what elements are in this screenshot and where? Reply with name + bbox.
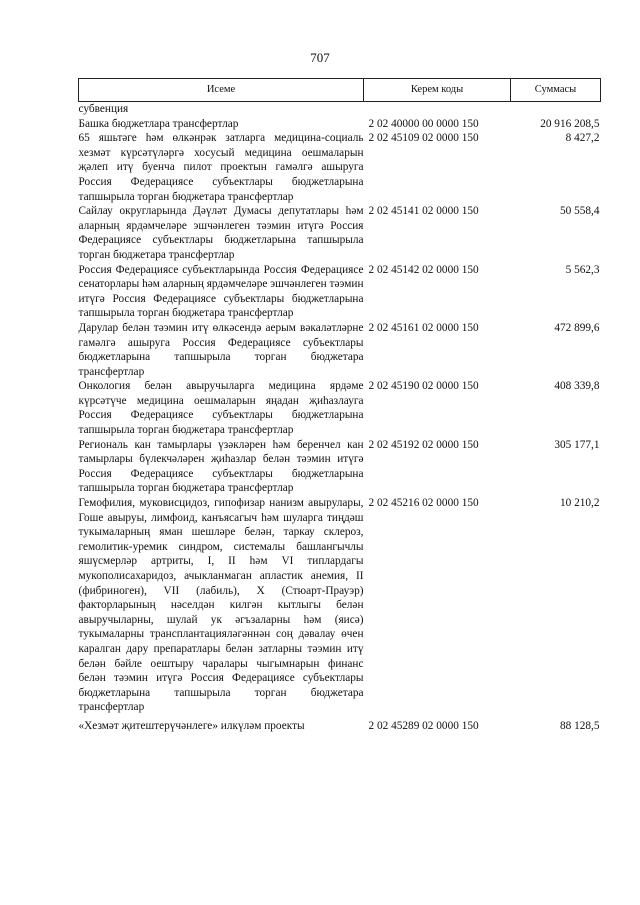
row-sum — [511, 102, 601, 117]
row-code: 2 02 45216 02 0000 150 — [368, 497, 479, 510]
row-sum: 472 899,6 — [554, 321, 600, 334]
row-sum: 408 339,8 — [554, 380, 600, 393]
table-row — [79, 496, 601, 715]
row-sum: 5 562,3 — [565, 263, 600, 276]
row-name: Дарулар белән тәэмин итү өлкәсендә аерым вәкаләтләрне гамәлгә ашыруга Россия Федерациясе субъектлары бюджетларына тапшырыла торган бюджетара трансфертлар — [78, 321, 364, 378]
table-row — [79, 321, 601, 379]
row-name: Гемофилия, муковисцидоз, гипофизар нанизм авырулары, Гоше авыруы, лимфоид, канъясагыч һәм шуларга тиңдәш тукымаларның яман шешләре белән, таркау склероз, гемолитик-уремик синдром, системалы башлангычлы яшүсмерләр артриты, I, II һәм VI типлардагы мукополисахаридоз, ачыкланмаган апластик анемия, II (фибриноген), VII (лабиль), X (Стюарт-Прауэр) факторларының нәселдән килгән кытлыгы белән авыручыларны, шулай ук әгъзаларны һәм (яисә) тукымаларны трансплантацияләгәннән соң дәвалау өчен каралган дару препаратлары белән затларны тәэмин итү белән бәйле оештыру чаралары чыгымнарын финанс белән тәэмин итүгә Россия Федерациясе субъектлары бюджетларына тапшырыла торган бюджетара трансфертлар — [78, 497, 364, 714]
row-code: 2 02 40000 00 0000 150 — [368, 117, 479, 130]
table-row — [79, 263, 601, 321]
row-name: Сайлау округларында Дәүләт Думасы депутатлары һәм аларның ярдәмчеләре эшчәнлеген тәэмин итүгә Россия Федерациясе субъектлары бюджетларына тапшырыла торган бюджетара трансфертлар — [78, 205, 364, 261]
row-name: Онкология белән авыручыларга медицина ярдәме күрсәтүче медицина оешмаларын яңадан җиһазлауга Россия Федерациясе субъектлары бюджетларына тапшырыла торган бюджетара трансфертлар — [78, 380, 364, 437]
row-sum: 8 427,2 — [565, 132, 600, 145]
row-code: 2 02 45190 02 0000 150 — [368, 380, 479, 393]
row-name: Россия Федерациясе субъектларында Россия Федерациясе сенаторлары һәм аларның ярдәмчеләре эшчәнлеген тәэмин итүгә Россия Федерациясе субъектлары бюджетларына тапшырыла торган бюджетара трансфертлар — [78, 263, 364, 320]
column-header-code: Керем коды — [364, 79, 511, 102]
table-row — [79, 379, 601, 437]
table-row — [79, 438, 601, 496]
row-code: 2 02 45141 02 0000 150 — [368, 205, 479, 218]
table-row — [79, 715, 601, 734]
row-name: Региональ кан тамырлары үзәкләрен һәм беренчел кан тамырлары бүлекчәләрен җиһазлар белән тәэмин итүгә Россия Федерациясе субъектлары бюджетларына тапшырыла торган бюджетара трансфертлар — [78, 438, 364, 495]
row-code: 2 02 45161 02 0000 150 — [368, 321, 479, 334]
budget-table — [78, 78, 601, 734]
row-code: 2 02 45289 02 0000 150 — [368, 719, 479, 732]
table-row — [79, 204, 601, 262]
row-sum: 10 210,2 — [559, 497, 600, 510]
row-sum: 305 177,1 — [554, 438, 600, 451]
column-header-sum: Суммасы — [511, 79, 601, 102]
table-header-row — [79, 79, 601, 102]
row-sum: 50 558,4 — [559, 205, 600, 218]
row-name: субвенция — [78, 103, 129, 115]
row-name: Башка бюджетлара трансфертлар — [78, 117, 239, 130]
row-name: 65 яшьтәге һәм өлкәнрәк затларга медицина-социаль хезмәт күрсәтүләргә хосусый медицина оешмаларын җәлеп итү буенча пилот проектын гамәлгә ашыруга Россия Федерациясе субъектлары бюджетларына тапшырыла торган бюджетара трансфертлар — [78, 132, 364, 203]
row-code: 2 02 45192 02 0000 150 — [368, 438, 479, 451]
table-row — [79, 102, 601, 117]
column-header-name: Исеме — [79, 79, 364, 102]
row-code: 2 02 45109 02 0000 150 — [368, 132, 479, 145]
row-sum: 88 128,5 — [559, 719, 600, 732]
row-code: 2 02 45142 02 0000 150 — [368, 263, 479, 276]
table-row — [79, 117, 601, 132]
table-row — [79, 131, 601, 204]
row-code — [364, 102, 511, 117]
row-name: «Хезмәт җитештерүчәнлеге» илкүләм проекты — [78, 719, 305, 732]
page-number: 707 — [310, 50, 330, 65]
row-sum: 20 916 208,5 — [540, 117, 600, 130]
